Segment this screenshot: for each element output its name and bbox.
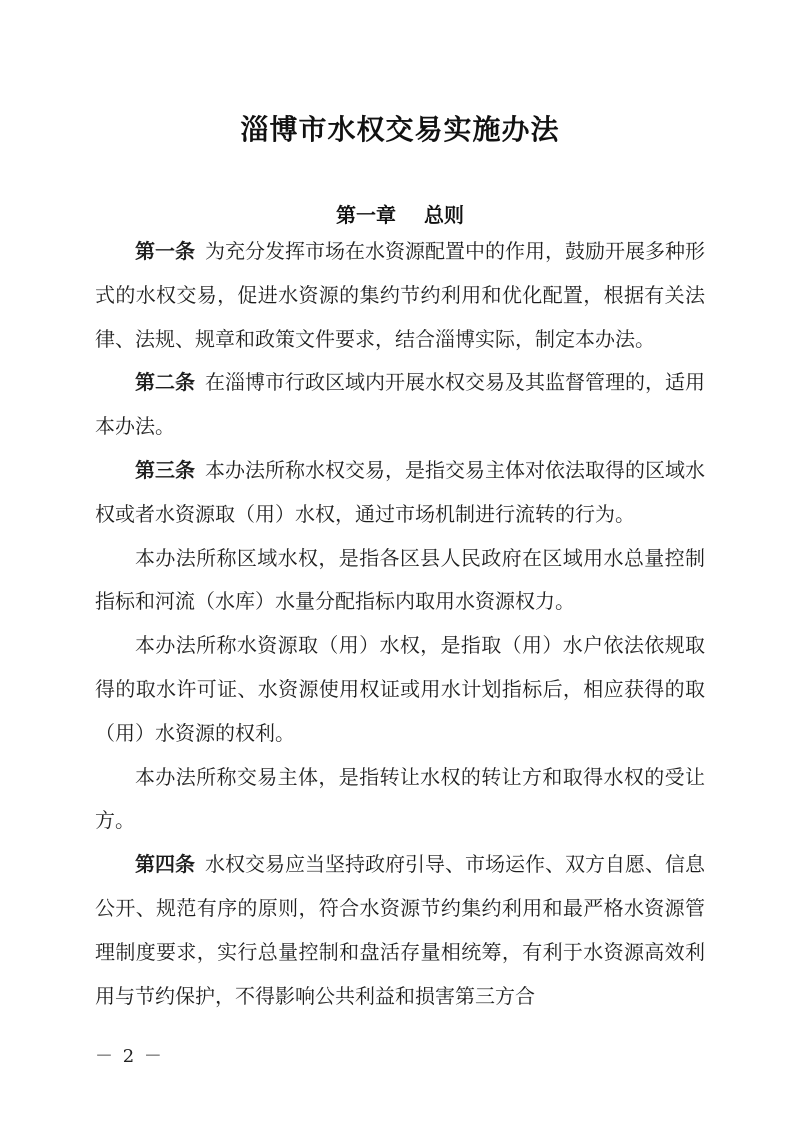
document-title: 淄博市水权交易实施办法 <box>240 113 560 146</box>
article-text: 本办法所称水权交易，是指交易主体对依法取得的区域水权或者水资源取（用）水权，通过市场机制进行流转的行为。 <box>95 457 705 526</box>
chapter-name: 总则 <box>424 203 464 227</box>
paragraph-text: 本办法所称区域水权，是指各区县人民政府在区域用水总量控制指标和河流（水库）水量分配指标内取用水资源权力。 <box>95 545 705 614</box>
body-paragraph <box>95 756 705 844</box>
chapter-heading <box>0 199 800 228</box>
chapter-number: 第一章 <box>336 203 396 227</box>
article-label: 第三条 <box>135 457 195 482</box>
page-number: － 2 － <box>95 1046 164 1067</box>
article-paragraph <box>95 449 705 537</box>
paragraph-text: 本办法所称水资源取（用）水权，是指取（用）水户依法依规取得的取水许可证、水资源使用权证或用水计划指标后，相应获得的取（用）水资源的权利。 <box>95 633 705 745</box>
article-label: 第一条 <box>135 239 195 263</box>
article-text: 在淄博市行政区域内开展水权交易及其监督管理的，适用本办法。 <box>95 370 705 439</box>
article-paragraph <box>95 230 705 361</box>
article-text: 水权交易应当坚持政府引导、市场运作、双方自愿、信息公开、规范有序的原则，符合水资源节约集约利用和最严格水资源管理制度要求，实行总量控制和盘活存量相统筹，有利于水资源高效利用与节约保护，不得影响公共利益和损害第三方合 <box>95 852 705 1008</box>
paragraph-text: 本办法所称交易主体，是指转让水权的转让方和取得水权的受让方。 <box>95 764 705 833</box>
body-paragraph <box>95 624 705 755</box>
article-label: 第二条 <box>135 370 195 395</box>
article-paragraph <box>95 361 705 449</box>
article-paragraph <box>95 843 705 1018</box>
article-text: 为充分发挥市场在水资源配置中的作用，鼓励开展多种形式的水权交易，促进水资源的集约节约利用和优化配置，根据有关法律、法规、规章和政策文件要求，结合淄博实际，制定本办法。 <box>95 239 705 351</box>
article-label: 第四条 <box>135 852 195 877</box>
body-paragraph <box>95 537 705 625</box>
document-body <box>95 230 705 1018</box>
